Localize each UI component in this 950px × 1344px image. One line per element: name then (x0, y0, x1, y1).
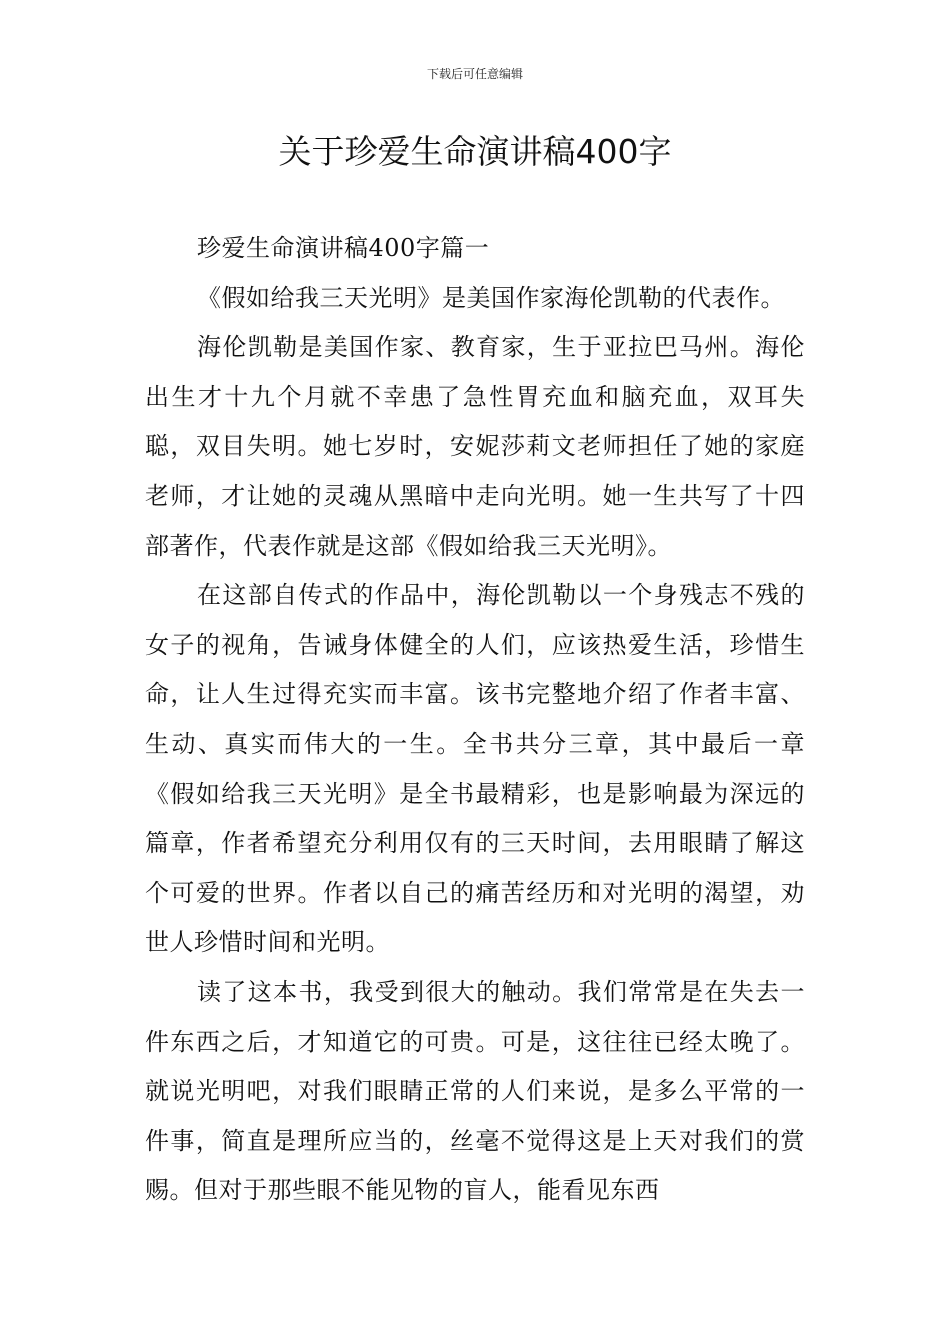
document-body (145, 224, 805, 1216)
paragraph: 海伦凯勒是美国作家、教育家，生于亚拉巴马州。海伦出生才十九个月就不幸患了急性胃充血和脑充血，双耳失聪，双目失明。她七岁时，安妮莎莉文老师担任了她的家庭老师，才让她的灵魂从黑暗中走向光明。她一生共写了十四部著作，代表作就是这部《假如给我三天光明》。 (145, 333, 805, 560)
header-note: 下载后可任意编辑 (426, 67, 523, 81)
section-heading: 珍爱生命演讲稿400字篇一 (197, 234, 490, 262)
paragraph: 《假如给我三天光明》是美国作家海伦凯勒的代表作。 (197, 283, 785, 312)
paragraph: 读了这本书，我受到很大的触动。我们常常是在失去一件东西之后，才知道它的可贵。可是，这往往已经太晚了。就说光明吧，对我们眼睛正常的人们来说，是多么平常的一件事，简直是理所应当的，丝毫不觉得这是上天对我们的赏赐。但对于那些眼不能见物的盲人，能看见东西 (145, 977, 805, 1205)
paragraph: 在这部自传式的作品中，海伦凯勒以一个身残志不残的女子的视角，告诫身体健全的人们，应该热爱生活，珍惜生命，让人生过得充实而丰富。该书完整地介绍了作者丰富、生动、真实而伟大的一生。全书共分三章，其中最后一章《假如给我三天光明》是全书最精彩，也是影响最为深远的篇章，作者希望充分利用仅有的三天时间，去用眼睛了解这个可爱的世界。作者以自己的痛苦经历和对光明的渴望，劝世人珍惜时间和光明。 (145, 581, 805, 957)
document-title: 关于珍爱生命演讲稿400字 (278, 132, 672, 171)
